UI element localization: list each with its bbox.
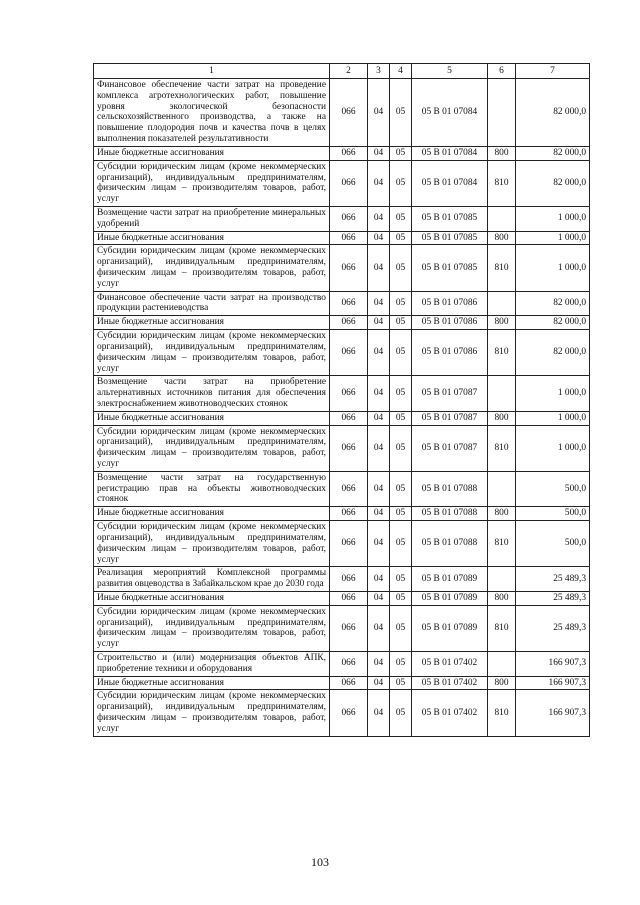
row-name-cell: Возмещение части затрат на государственную регистрацию прав на объекты животноводческих стоянок bbox=[94, 471, 330, 506]
row-amount-cell: 500,0 bbox=[516, 507, 590, 521]
row-admin-code-cell: 066 bbox=[330, 330, 368, 376]
row-name-cell: Иные бюджетные ассигнования bbox=[94, 146, 330, 160]
row-admin-code-cell: 066 bbox=[330, 146, 368, 160]
table-row bbox=[94, 507, 590, 521]
row-subsection-cell: 05 bbox=[390, 245, 412, 291]
row-subsection-cell: 05 bbox=[390, 425, 412, 471]
row-target-article-cell: 05 В 01 07086 bbox=[412, 330, 488, 376]
row-amount-cell: 25 489,3 bbox=[516, 605, 590, 651]
row-name-cell: Субсидии юридическим лицам (кроме некоммерческих организаций), индивидуальным предпринимателям, физическим лицам – производителям товаров, работ, услуг bbox=[94, 160, 330, 206]
row-amount-cell: 25 489,3 bbox=[516, 591, 590, 605]
row-target-article-cell: 05 В 01 07088 bbox=[412, 521, 488, 567]
row-target-article-cell: 05 В 01 07085 bbox=[412, 231, 488, 245]
row-target-article-cell: 05 В 01 07086 bbox=[412, 291, 488, 316]
row-admin-code-cell: 066 bbox=[330, 291, 368, 316]
row-section-cell: 04 bbox=[368, 206, 390, 231]
page-number: 103 bbox=[311, 855, 329, 869]
row-name-cell: Иные бюджетные ассигнования bbox=[94, 231, 330, 245]
row-amount-cell: 166 907,3 bbox=[516, 652, 590, 677]
row-subsection-cell: 05 bbox=[390, 146, 412, 160]
table-row bbox=[94, 291, 590, 316]
row-amount-cell: 82 000,0 bbox=[516, 330, 590, 376]
table-row bbox=[94, 231, 590, 245]
row-expense-type-cell bbox=[488, 652, 516, 677]
row-section-cell: 04 bbox=[368, 146, 390, 160]
row-expense-type-cell: 800 bbox=[488, 146, 516, 160]
row-subsection-cell: 05 bbox=[390, 291, 412, 316]
row-expense-type-cell bbox=[488, 206, 516, 231]
row-admin-code-cell: 066 bbox=[330, 652, 368, 677]
row-section-cell: 04 bbox=[368, 591, 390, 605]
row-name-cell: Иные бюджетные ассигнования bbox=[94, 411, 330, 425]
row-name-cell: Возмещение части затрат на приобретение альтернативных источников питания для обеспечения электроснабжением животноводческих стоянок bbox=[94, 376, 330, 411]
row-amount-cell: 1 000,0 bbox=[516, 411, 590, 425]
row-subsection-cell: 05 bbox=[390, 471, 412, 506]
column-header: 7 bbox=[516, 64, 590, 79]
row-admin-code-cell: 066 bbox=[330, 591, 368, 605]
row-expense-type-cell: 800 bbox=[488, 507, 516, 521]
row-admin-code-cell: 066 bbox=[330, 231, 368, 245]
table-row bbox=[94, 690, 590, 736]
table-body bbox=[94, 79, 590, 737]
row-name-cell: Субсидии юридическим лицам (кроме некоммерческих организаций), индивидуальным предпринимателям, физическим лицам – производителям товаров, работ, услуг bbox=[94, 690, 330, 736]
row-section-cell: 04 bbox=[368, 231, 390, 245]
row-name-cell: Субсидии юридическим лицам (кроме некоммерческих организаций), индивидуальным предпринимателям, физическим лицам – производителям товаров, работ, услуг bbox=[94, 245, 330, 291]
row-expense-type-cell: 810 bbox=[488, 330, 516, 376]
row-amount-cell: 166 907,3 bbox=[516, 676, 590, 690]
row-section-cell: 04 bbox=[368, 330, 390, 376]
row-target-article-cell: 05 В 01 07084 bbox=[412, 146, 488, 160]
row-target-article-cell: 05 В 01 07084 bbox=[412, 160, 488, 206]
row-name-cell: Возмещение части затрат на приобретение минеральных удобрений bbox=[94, 206, 330, 231]
row-amount-cell: 500,0 bbox=[516, 521, 590, 567]
table-row bbox=[94, 605, 590, 651]
table-row bbox=[94, 411, 590, 425]
row-target-article-cell: 05 В 01 07085 bbox=[412, 206, 488, 231]
row-admin-code-cell: 066 bbox=[330, 376, 368, 411]
row-amount-cell: 82 000,0 bbox=[516, 316, 590, 330]
row-target-article-cell: 05 В 01 07085 bbox=[412, 245, 488, 291]
row-expense-type-cell bbox=[488, 291, 516, 316]
table-row bbox=[94, 79, 590, 147]
row-admin-code-cell: 066 bbox=[330, 567, 368, 592]
row-admin-code-cell: 066 bbox=[330, 316, 368, 330]
row-amount-cell: 82 000,0 bbox=[516, 291, 590, 316]
row-target-article-cell: 05 В 01 07089 bbox=[412, 567, 488, 592]
row-admin-code-cell: 066 bbox=[330, 206, 368, 231]
row-section-cell: 04 bbox=[368, 425, 390, 471]
row-subsection-cell: 05 bbox=[390, 316, 412, 330]
row-section-cell: 04 bbox=[368, 567, 390, 592]
row-admin-code-cell: 066 bbox=[330, 471, 368, 506]
row-target-article-cell: 05 В 01 07087 bbox=[412, 411, 488, 425]
row-subsection-cell: 05 bbox=[390, 652, 412, 677]
row-name-cell: Финансовое обеспечение части затрат на производство продукции растениеводства bbox=[94, 291, 330, 316]
row-name-cell: Субсидии юридическим лицам (кроме некоммерческих организаций), индивидуальным предпринимателям, физическим лицам – производителям товаров, работ, услуг bbox=[94, 605, 330, 651]
budget-table-container bbox=[93, 63, 589, 737]
column-header: 3 bbox=[368, 64, 390, 79]
table-row bbox=[94, 471, 590, 506]
row-name-cell: Иные бюджетные ассигнования bbox=[94, 676, 330, 690]
row-section-cell: 04 bbox=[368, 605, 390, 651]
row-expense-type-cell: 800 bbox=[488, 316, 516, 330]
row-amount-cell: 25 489,3 bbox=[516, 567, 590, 592]
column-header: 5 bbox=[412, 64, 488, 79]
row-subsection-cell: 05 bbox=[390, 231, 412, 245]
table-row bbox=[94, 425, 590, 471]
row-section-cell: 04 bbox=[368, 411, 390, 425]
row-amount-cell: 500,0 bbox=[516, 471, 590, 506]
row-expense-type-cell: 810 bbox=[488, 521, 516, 567]
row-admin-code-cell: 066 bbox=[330, 79, 368, 147]
table-row bbox=[94, 316, 590, 330]
row-section-cell: 04 bbox=[368, 291, 390, 316]
row-target-article-cell: 05 В 01 07087 bbox=[412, 425, 488, 471]
row-admin-code-cell: 066 bbox=[330, 507, 368, 521]
table-header-row bbox=[94, 64, 590, 79]
table-row bbox=[94, 160, 590, 206]
row-section-cell: 04 bbox=[368, 521, 390, 567]
row-expense-type-cell: 810 bbox=[488, 160, 516, 206]
column-header: 1 bbox=[94, 64, 330, 79]
row-expense-type-cell: 800 bbox=[488, 591, 516, 605]
row-expense-type-cell: 800 bbox=[488, 231, 516, 245]
row-amount-cell: 1 000,0 bbox=[516, 245, 590, 291]
row-subsection-cell: 05 bbox=[390, 507, 412, 521]
row-name-cell: Иные бюджетные ассигнования bbox=[94, 316, 330, 330]
row-subsection-cell: 05 bbox=[390, 676, 412, 690]
row-target-article-cell: 05 В 01 07084 bbox=[412, 79, 488, 147]
row-expense-type-cell: 810 bbox=[488, 690, 516, 736]
row-amount-cell: 1 000,0 bbox=[516, 206, 590, 231]
row-expense-type-cell: 810 bbox=[488, 245, 516, 291]
row-name-cell: Финансовое обеспечение части затрат на проведение комплекса агротехнологических работ, повышение уровня экологической безопасности сельскохозяйственного производства, а также на повышение плодородия почв и качества почв в целях выполнения показателей результативности bbox=[94, 79, 330, 147]
row-subsection-cell: 05 bbox=[390, 411, 412, 425]
row-section-cell: 04 bbox=[368, 376, 390, 411]
column-header: 4 bbox=[390, 64, 412, 79]
row-expense-type-cell bbox=[488, 567, 516, 592]
column-header: 6 bbox=[488, 64, 516, 79]
table-row bbox=[94, 146, 590, 160]
row-expense-type-cell: 800 bbox=[488, 411, 516, 425]
row-amount-cell: 1 000,0 bbox=[516, 231, 590, 245]
row-expense-type-cell bbox=[488, 376, 516, 411]
row-amount-cell: 166 907,3 bbox=[516, 690, 590, 736]
row-admin-code-cell: 066 bbox=[330, 245, 368, 291]
row-section-cell: 04 bbox=[368, 316, 390, 330]
row-target-article-cell: 05 В 01 07402 bbox=[412, 690, 488, 736]
row-subsection-cell: 05 bbox=[390, 79, 412, 147]
row-target-article-cell: 05 В 01 07086 bbox=[412, 316, 488, 330]
column-header: 2 bbox=[330, 64, 368, 79]
row-section-cell: 04 bbox=[368, 471, 390, 506]
row-amount-cell: 82 000,0 bbox=[516, 79, 590, 147]
table-row bbox=[94, 567, 590, 592]
row-section-cell: 04 bbox=[368, 160, 390, 206]
row-subsection-cell: 05 bbox=[390, 567, 412, 592]
row-name-cell: Реализация мероприятий Комплексной программы развития овцеводства в Забайкальском крае до 2030 года bbox=[94, 567, 330, 592]
row-target-article-cell: 05 В 01 07089 bbox=[412, 591, 488, 605]
table-row bbox=[94, 521, 590, 567]
row-name-cell: Субсидии юридическим лицам (кроме некоммерческих организаций), индивидуальным предпринимателям, физическим лицам – производителям товаров, работ, услуг bbox=[94, 330, 330, 376]
table-row bbox=[94, 676, 590, 690]
table-row bbox=[94, 376, 590, 411]
row-target-article-cell: 05 В 01 07088 bbox=[412, 507, 488, 521]
table-row bbox=[94, 652, 590, 677]
row-expense-type-cell bbox=[488, 471, 516, 506]
row-admin-code-cell: 066 bbox=[330, 690, 368, 736]
row-subsection-cell: 05 bbox=[390, 521, 412, 567]
row-target-article-cell: 05 В 01 07089 bbox=[412, 605, 488, 651]
row-admin-code-cell: 066 bbox=[330, 521, 368, 567]
row-target-article-cell: 05 В 01 07087 bbox=[412, 376, 488, 411]
row-subsection-cell: 05 bbox=[390, 605, 412, 651]
row-subsection-cell: 05 bbox=[390, 376, 412, 411]
row-target-article-cell: 05 В 01 07402 bbox=[412, 652, 488, 677]
row-amount-cell: 1 000,0 bbox=[516, 425, 590, 471]
row-section-cell: 04 bbox=[368, 245, 390, 291]
row-admin-code-cell: 066 bbox=[330, 411, 368, 425]
table-row bbox=[94, 330, 590, 376]
row-amount-cell: 1 000,0 bbox=[516, 376, 590, 411]
table-row bbox=[94, 591, 590, 605]
row-amount-cell: 82 000,0 bbox=[516, 160, 590, 206]
row-name-cell: Субсидии юридическим лицам (кроме некоммерческих организаций), индивидуальным предпринимателям, физическим лицам – производителям товаров, работ, услуг bbox=[94, 521, 330, 567]
row-expense-type-cell: 810 bbox=[488, 605, 516, 651]
row-name-cell: Иные бюджетные ассигнования bbox=[94, 507, 330, 521]
row-target-article-cell: 05 В 01 07402 bbox=[412, 676, 488, 690]
budget-table bbox=[93, 63, 590, 737]
row-expense-type-cell bbox=[488, 79, 516, 147]
row-admin-code-cell: 066 bbox=[330, 425, 368, 471]
row-section-cell: 04 bbox=[368, 507, 390, 521]
table-row bbox=[94, 206, 590, 231]
table-row bbox=[94, 245, 590, 291]
row-section-cell: 04 bbox=[368, 690, 390, 736]
row-admin-code-cell: 066 bbox=[330, 676, 368, 690]
row-expense-type-cell: 800 bbox=[488, 676, 516, 690]
row-admin-code-cell: 066 bbox=[330, 605, 368, 651]
row-expense-type-cell: 810 bbox=[488, 425, 516, 471]
row-subsection-cell: 05 bbox=[390, 330, 412, 376]
row-subsection-cell: 05 bbox=[390, 206, 412, 231]
row-target-article-cell: 05 В 01 07088 bbox=[412, 471, 488, 506]
row-subsection-cell: 05 bbox=[390, 690, 412, 736]
row-admin-code-cell: 066 bbox=[330, 160, 368, 206]
row-subsection-cell: 05 bbox=[390, 160, 412, 206]
row-section-cell: 04 bbox=[368, 652, 390, 677]
row-section-cell: 04 bbox=[368, 79, 390, 147]
row-subsection-cell: 05 bbox=[390, 591, 412, 605]
row-name-cell: Субсидии юридическим лицам (кроме некоммерческих организаций), индивидуальным предпринимателям, физическим лицам – производителям товаров, работ, услуг bbox=[94, 425, 330, 471]
row-name-cell: Строительство и (или) модернизация объектов АПК, приобретение техники и оборудования bbox=[94, 652, 330, 677]
row-name-cell: Иные бюджетные ассигнования bbox=[94, 591, 330, 605]
row-section-cell: 04 bbox=[368, 676, 390, 690]
row-amount-cell: 82 000,0 bbox=[516, 146, 590, 160]
